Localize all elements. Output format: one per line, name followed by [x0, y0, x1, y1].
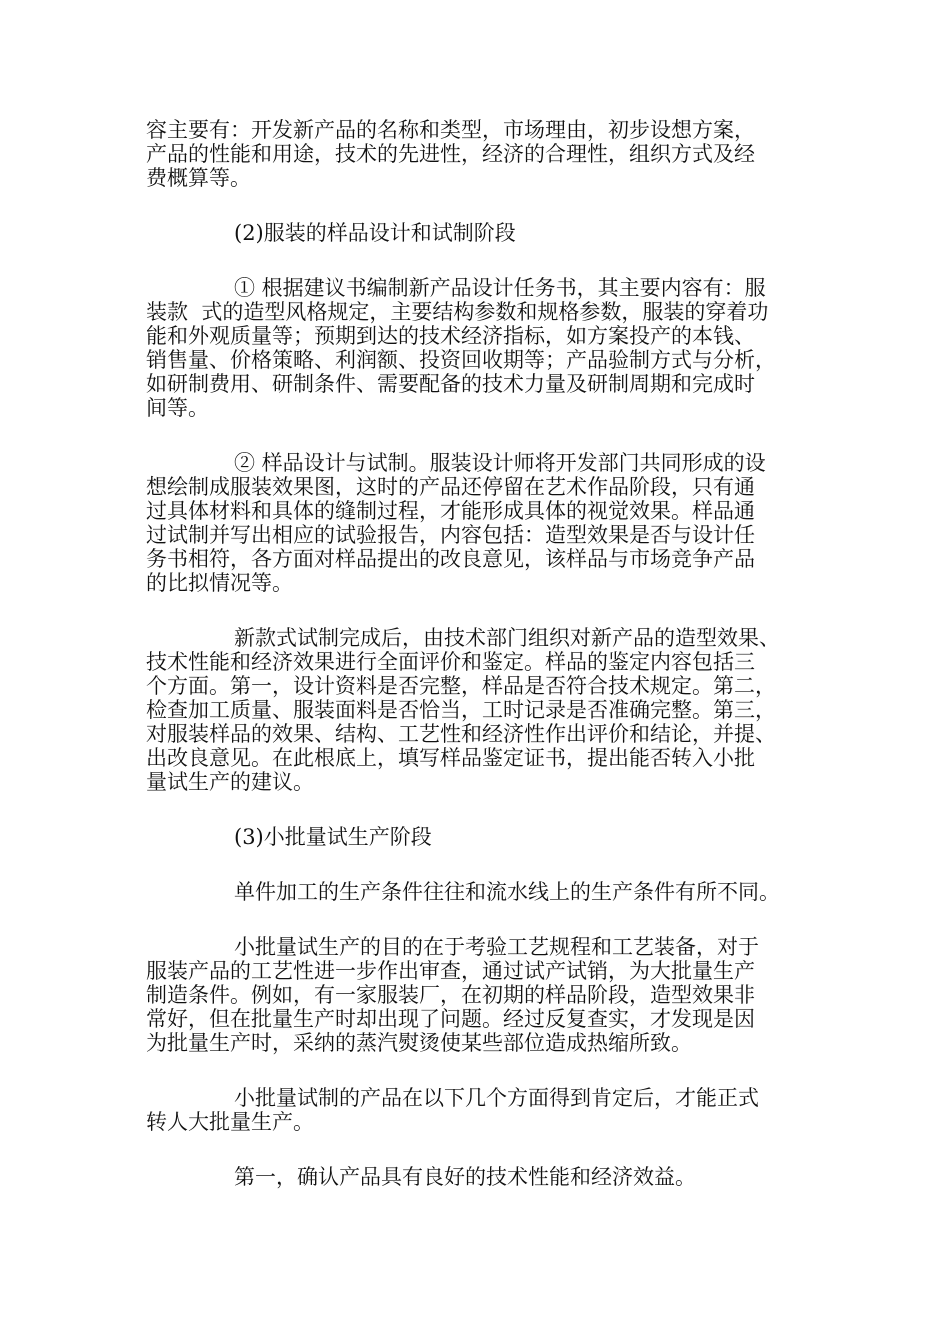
text-line: 产品的性能和用途，技术的先进性，经济的合理性，组织方式及经	[146, 142, 755, 166]
text-line: ② 样品设计与试制。服装设计师将开发部门共同形成的设	[234, 451, 766, 475]
text-line: 费概算等。	[146, 166, 251, 190]
text-line: 服装产品的工艺性进一步作出审查，通过试产试销，为大批量生产	[146, 959, 755, 983]
text-line: 过具体材料和具体的缝制过程，才能形成具体的视觉效果。样品通	[146, 499, 755, 523]
text-line: 个方面。第一，设计资料是否完整，样品是否符合技术规定。第二，	[146, 674, 776, 698]
text-line: 新款式试制完成后，由技术部门组织对新产品的造型效果、	[234, 626, 780, 650]
text-line: (2)服装的样品设计和试制阶段	[234, 221, 516, 245]
text-line: 常好，但在批量生产时却出现了问题。经过反复查实，才发现是因	[146, 1007, 755, 1031]
text-line: 为批量生产时，采纳的蒸汽熨烫使某些部位造成热缩所致。	[146, 1031, 692, 1055]
text-line: 的比拟情况等。	[146, 571, 293, 595]
text-line: 如研制费用、研制条件、需要配备的技术力量及研制周期和完成时	[146, 372, 755, 396]
text-line: 单件加工的生产条件往往和流水线上的生产条件有所不同。	[234, 880, 780, 904]
text-line: (3)小批量试生产阶段	[234, 825, 432, 849]
text-line: 务书相符，各方面对样品提出的改良意见，该样品与市场竞争产品	[146, 547, 755, 571]
text-line: 小批量试制的产品在以下几个方面得到肯定后，才能正式	[234, 1086, 759, 1110]
text-line: 对服装样品的效果、结构、工艺性和经济性作出评价和结论，并提、	[146, 722, 776, 746]
text-line: 间等。	[146, 396, 209, 420]
text-line: 第一，确认产品具有良好的技术性能和经济效益。	[234, 1165, 696, 1189]
text-line: 能和外观质量等；预期到达的技术经济指标，如方案投产的本钱、	[146, 324, 755, 348]
text-line: 容主要有：开发新产品的名称和类型，市场理由，初步设想方案，	[146, 118, 755, 142]
text-line: 量试生产的建议。	[146, 770, 314, 794]
text-line: 销售量、价格策略、利润额、投资回收期等；产品验制方式与分析，	[146, 348, 776, 372]
text-line: 装款 式的造型风格规定，主要结构参数和规格参数，服装的穿着功	[146, 300, 769, 324]
text-line: 过试制并写出相应的试验报告，内容包括：造型效果是否与设计任	[146, 523, 755, 547]
text-line: 出改良意见。在此根底上，填写样品鉴定证书，提出能否转入小批	[146, 746, 755, 770]
text-line: 想绘制成服装效果图，这时的产品还停留在艺术作品阶段，只有通	[146, 475, 755, 499]
text-line: 小批量试生产的目的在于考验工艺规程和工艺装备，对于	[234, 935, 759, 959]
text-line: 检查加工质量、服装面料是否恰当，工时记录是否准确完整。第三，	[146, 698, 776, 722]
text-line: 技术性能和经济效果进行全面评价和鉴定。样品的鉴定内容包括三	[146, 650, 755, 674]
text-line: ① 根据建议书编制新产品设计任务书，其主要内容有：服	[234, 276, 766, 300]
text-line: 制造条件。例如，有一家服装厂，在初期的样品阶段，造型效果非	[146, 983, 755, 1007]
text-line: 转人大批量生产。	[146, 1110, 314, 1134]
